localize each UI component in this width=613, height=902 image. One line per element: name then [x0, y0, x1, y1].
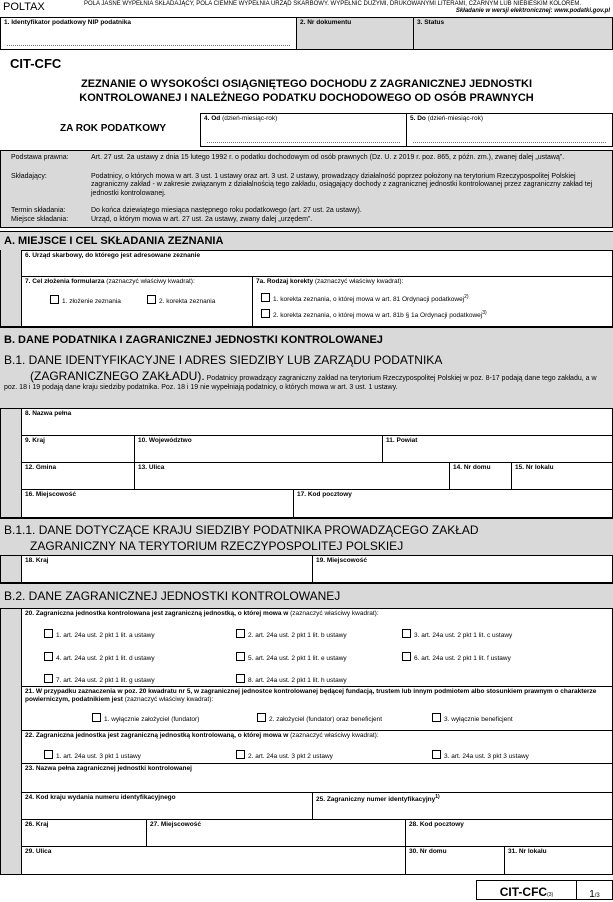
taxpayer-city-field[interactable]: 19. Miejscowość: [312, 555, 613, 583]
cfc-city-field[interactable]: 27. Miejscowość: [146, 819, 406, 847]
checkbox-icon[interactable]: [44, 750, 53, 759]
cfc-type-option-3[interactable]: 3. art. 24a ust. 2 pkt 1 lit. c ustawy: [402, 629, 512, 639]
cfc-type-option-2[interactable]: 2. art. 24a ust. 2 pkt 1 lit. b ustawy: [236, 629, 347, 639]
filer-text: Podatnicy, o których mowa w art. 3 ust. 1 ustawy oraz art. 3 ust. 2 ustawy, prowadzący działalność poprzez położony na terytorium Rzeczypospolitej Polskiej zagraniczny zakład - w zakresie związanym z działalnością tego zakładu, osiągający dochody z zagranicznej jednostki kontrolowanej przez zagraniczny zakład tej jednostki kontrolowanej.: [91, 173, 593, 197]
checkbox-icon[interactable]: [44, 629, 53, 638]
checkbox-icon[interactable]: [432, 750, 441, 759]
purpose-option-1[interactable]: 1. złożenie zeznania: [50, 295, 121, 305]
section-b-header: B. DANE PODATNIKA I ZAGRANICZNEJ JEDNOSTKI KONTROLOWANEJ: [0, 327, 613, 351]
doc-number-field: 2. Nr dokumentu: [296, 17, 414, 50]
cfc-type-option-7[interactable]: 7. art. 24a ust. 2 pkt 1 lit. g ustawy: [44, 674, 155, 684]
cfc-type-field: 20. Zagraniczna jednostka kontrolowana jest zagraniczną jednostką, o której mowa w (zaznaczyć właściwy kwadrat): 1. art. 24a ust. 2 pkt 1 lit. a ustawy 2. art. 24a ust. 2 pkt 1 lit. b ustawy 3. art. 24a ust. 2 pkt 1 lit. c ustawy 4. art. 24a ust. 2 pkt 1 lit. d ustawy 5. art. 24a ust. 2 pkt 1 lit. e ustawy 6. art. 24a ust. 2 pkt 1 lit. f ustawy 7. art. 24a ust. 2 pkt 1 lit. g ustawy 8. art. 24a ust. 2 pkt 1 lit. h ustawy: [21, 608, 613, 687]
voivodeship-field[interactable]: 10. Województwo: [134, 435, 383, 463]
section-b1-header: B.1. DANE IDENTYFIKACYJNE I ADRES SIEDZIBY LUB ZARZĄDU PODATNIKA (ZAGRANICZNEGO ZAKŁADU). Podatnicy prowadzący zagraniczny zakład na terytorium Rzeczypospolitej Polskiej w poz. 8-17 podają dane tego zakładu, a w poz. 18 i 19 podają dane kraju siedziby podatnika. Poz. 18 i 19 nie wypełniają podatnicy, o których mowa w art. 3 ust. 1 ustawy.: [0, 350, 613, 409]
cfc-country-field[interactable]: 26. Kraj: [21, 819, 147, 847]
cfc-basis-field: 22. Zagraniczna jednostka jest zagraniczną jednostką kontrolowaną, o której mowa w (zaznaczyć właściwy kwadrat): 1. art. 24a ust. 3 pkt 1 ustawy 2. art. 24a ust. 3 pkt 2 ustawy 3. art. 24a ust. 3 pkt 3 ustawy: [21, 730, 613, 764]
section-b11-indent: [0, 555, 22, 583]
cfc-type-option-6[interactable]: 6. art. 24a ust. 2 pkt 1 lit. f ustawy: [402, 652, 511, 662]
checkbox-icon[interactable]: [50, 295, 59, 304]
tax-year-label: ZA ROK PODATKOWY: [60, 123, 167, 134]
cfc-basis-option-2[interactable]: 2. art. 24a ust. 3 pkt 2 ustawy: [236, 750, 333, 760]
purpose-option-2[interactable]: 2. korekta zeznania: [147, 295, 215, 305]
form-brand: POLTAX: [3, 1, 45, 13]
checkbox-icon[interactable]: [236, 674, 245, 683]
e-filing-note: Składanie w wersji elektronicznej: www.podatki.gov.pl: [455, 8, 610, 14]
form-title-line1: ZEZNANIE O WYSOKOŚCI OSIĄGNIĘTEGO DOCHODU Z ZAGRANICZNEJ JEDNOSTKI: [80, 78, 533, 90]
checkbox-icon[interactable]: [261, 293, 270, 302]
house-number-field[interactable]: 14. Nr domu: [449, 462, 512, 490]
foreign-id-field[interactable]: 25. Zagraniczny numer identyfikacyjny$^{1)}$: [312, 792, 613, 820]
legal-info-box: [0, 150, 613, 228]
correction-option-2[interactable]: 2. korekta zeznania, o której mowa w art. 81b § 1a Ordynacji podatkowej$^{3)}$: [261, 309, 487, 319]
checkbox-icon[interactable]: [44, 652, 53, 661]
correction-type-field: 7a. Rodzaj korekty (zaznaczyć właściwy kwadrat): 1. korekta zeznania, o której mowa w art. 81 Ordynacji podatkowej$^{2)}$ 2. korekta zeznania, o której mowa w art. 81b § 1a Ordynacji podatkowej$^{3)}$: [252, 276, 613, 327]
postal-code-field[interactable]: 17. Kod pocztowy: [293, 489, 613, 518]
checkbox-icon[interactable]: [44, 674, 53, 683]
form-code: CIT-CFC: [10, 56, 62, 71]
full-name-field[interactable]: 8. Nazwa pełna: [21, 408, 613, 436]
district-field[interactable]: 11. Powiat: [382, 435, 613, 463]
section-a-indent: [0, 250, 22, 327]
place-label: Miejsce składania:: [11, 216, 69, 223]
cfc-type-option-1[interactable]: 1. art. 24a ust. 2 pkt 1 lit. a ustawy: [44, 629, 155, 639]
tax-office-field[interactable]: 6. Urząd skarbowy, do którego jest adresowane zeznanie: [21, 250, 613, 277]
period-to-field[interactable]: 5. Do (dzień-miesiąc-rok): [406, 113, 613, 147]
trust-option-3[interactable]: 3. wyłącznie beneficjent: [432, 713, 513, 723]
status-field: 3. Status: [413, 17, 613, 50]
cfc-type-option-4[interactable]: 4. art. 24a ust. 2 pkt 1 lit. d ustawy: [44, 652, 155, 662]
taxpayer-country-field[interactable]: 18. Kraj: [21, 555, 313, 583]
cfc-house-number-field[interactable]: 30. Nr domu: [405, 846, 505, 875]
trust-option-1[interactable]: 1. wyłącznie założyciel (fundator): [92, 713, 199, 723]
section-b2-header: B.2. DANE ZAGRANICZNEJ JEDNOSTKI KONTROLOWANEJ: [0, 583, 613, 609]
cfc-apartment-number-field[interactable]: 31. Nr lokalu: [504, 846, 613, 875]
section-b1-indent: [0, 408, 22, 518]
form-title-line2: KONTROLOWANEJ I NALEŻNEGO PODATKU DOCHODOWEGO OD OSÓB PRAWNYCH: [79, 92, 534, 104]
legal-basis-text: Art. 27 ust. 2a ustawy z dnia 15 lutego 1992 r. o podatku dochodowym od osób prawnych (Dz. U. z 2019 r. poz. 865, z późn. zm.), zwanej dalej „ustawą”.: [91, 154, 565, 161]
section-b11-header: B.1.1. DANE DOTYCZĄCE KRAJU SIEDZIBY PODATNIKA PROWADZĄCEGO ZAKŁAD ZAGRANICZNY NA TERYTORIUM RZECZYPOSPOLITEJ POLSKIEJ: [0, 518, 613, 556]
apartment-number-field[interactable]: 15. Nr lokalu: [511, 462, 613, 490]
trust-option-2[interactable]: 2. założyciel (fundator) oraz beneficjent: [257, 713, 382, 723]
header-note: POLA JASNE WYPEŁNIA SKŁADAJĄCY, POLA CIEMNE WYPEŁNIA URZĄD SKARBOWY. WYPEŁNIĆ DUŻYMI, DRUKOWANYMI LITERAMI, CZARNYM LUB NIEBIESKIM KOLOREM.: [84, 1, 581, 7]
checkbox-icon[interactable]: [402, 652, 411, 661]
checkbox-icon[interactable]: [92, 713, 101, 722]
cfc-name-field[interactable]: 23. Nazwa pełna zagranicznej jednostki kontrolowanej: [21, 763, 613, 793]
checkbox-icon[interactable]: [147, 295, 156, 304]
checkbox-icon[interactable]: [236, 629, 245, 638]
id-country-code-field[interactable]: 24. Kod kraju wydania numeru identyfikacyjnego: [21, 792, 313, 820]
place-text: Urząd, o którym mowa w art. 27 ust. 2a ustawy, zwany dalej „urzędem”.: [91, 216, 313, 223]
checkbox-icon[interactable]: [261, 309, 270, 318]
section-b2-indent: [0, 608, 22, 875]
checkbox-icon[interactable]: [236, 750, 245, 759]
checkbox-icon[interactable]: [257, 713, 266, 722]
correction-option-1[interactable]: 1. korekta zeznania, o której mowa w art. 81 Ordynacji podatkowej$^{2)}$: [261, 293, 469, 303]
city-field[interactable]: 16. Miejscowość: [21, 489, 294, 518]
checkbox-icon[interactable]: [236, 652, 245, 661]
checkbox-icon[interactable]: [432, 713, 441, 722]
deadline-text: Do końca dziewiątego miesiąca następnego roku podatkowego (art. 27 ust. 2a ustawy).: [91, 207, 362, 214]
commune-field[interactable]: 12. Gmina: [21, 462, 135, 490]
nip-field[interactable]: 1. Identyfikator podatkowy NIP podatnika: [0, 17, 297, 50]
period-from-field[interactable]: 4. Od (dzień-miesiąc-rok): [200, 113, 407, 147]
cfc-type-option-8[interactable]: 8. art. 24a ust. 2 pkt 1 lit. h ustawy: [236, 674, 347, 684]
checkbox-icon[interactable]: [402, 629, 411, 638]
trust-taxpayer-field: 21. W przypadku zaznaczenia w poz. 20 kwadratu nr 5, w zagranicznej jednostce kontrolowanej będącej fundacją, trustem lub innym podmiotem albo stosunkiem prawnym o charakterze powierniczym, podatnikiem jest (zaznaczyć właściwy kwadrat): 1. wyłącznie założyciel (fundator) 2. założyciel (fundator) oraz beneficjent 3. wyłącznie beneficjent: [21, 686, 613, 731]
section-a-header: A. MIEJSCE I CEL SKŁADANIA ZEZNANIA: [0, 231, 613, 251]
country-field[interactable]: 9. Kraj: [21, 435, 135, 463]
street-field[interactable]: 13. Ulica: [134, 462, 450, 490]
footer-page-number: 1/3: [576, 880, 613, 900]
legal-basis-label: Podstawa prawna:: [11, 154, 69, 161]
cfc-postal-code-field[interactable]: 28. Kod pocztowy: [405, 819, 613, 847]
deadline-label: Termin składania:: [11, 207, 66, 214]
cfc-type-option-5[interactable]: 5. art. 24a ust. 2 pkt 1 lit. e ustawy: [236, 652, 347, 662]
filer-label: Składający:: [11, 173, 47, 180]
form-purpose-field: 7. Cel złożenia formularza (zaznaczyć właściwy kwadrat): 1. złożenie zeznania 2. korekta zeznania: [21, 276, 253, 327]
cfc-street-field[interactable]: 29. Ulica: [21, 846, 406, 875]
cfc-basis-option-1[interactable]: 1. art. 24a ust. 3 pkt 1 ustawy: [44, 750, 141, 760]
footer-form-code: CIT-CFC(3): [476, 880, 577, 900]
cfc-basis-option-3[interactable]: 3. art. 24a ust. 3 pkt 3 ustawy: [432, 750, 529, 760]
